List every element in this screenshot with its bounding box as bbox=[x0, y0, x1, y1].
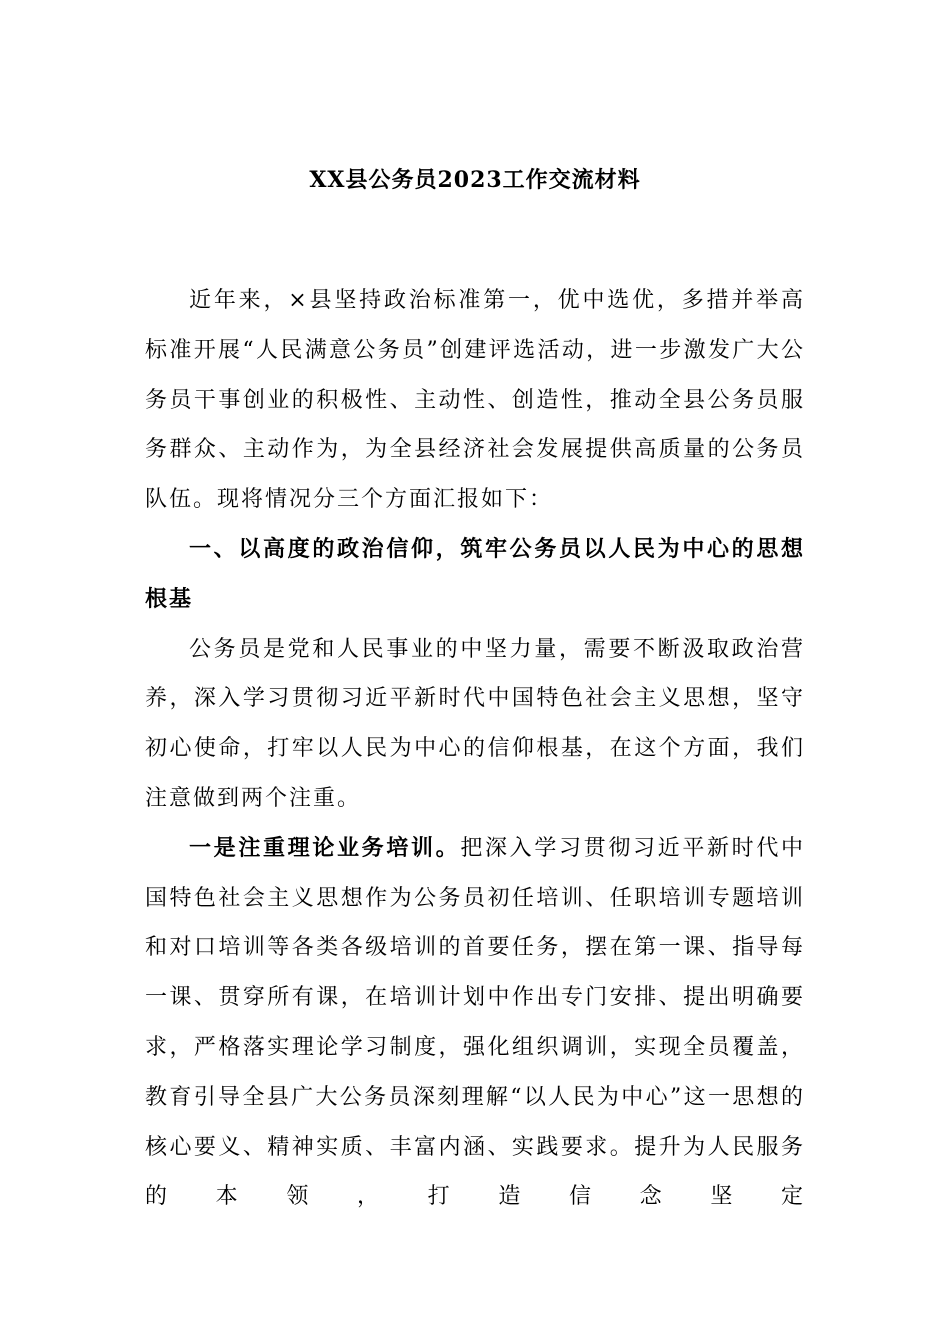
document-title: XX县公务员2023工作交流材料 bbox=[309, 167, 641, 193]
section-1-paragraph: 公务员是党和人民事业的中坚力量，需要不断汲取政治营养，深入学习贯彻习近平新时代中国特色社会主义思想，坚守初心使命，打牢以人民为中心的信仰根基，在这个方面，我们注意做到两个注重。 bbox=[145, 636, 805, 811]
point-1-text: 把深入学习贯彻习近平新时代中国特色社会主义思想作为公务员初任培训、任职培训专题培训和对口培训等各类各级培训的首要任务，摆在第一课、指导每一课、贯穿所有课，在培训计划中作出专门安排、提出明确要求，严格落实理论学习制度，强化组织调训，实现全员覆盖，教育引导全县广大公务员深刻理解“以人民为中心”这一思想的核心要义、精神实质、丰富内涵、实践要求。提升为人民服务的本领，打造信念坚定 bbox=[145, 835, 805, 1210]
point-1-lead: 一是注重理论业务培训。 bbox=[189, 834, 461, 861]
document-body bbox=[145, 276, 805, 1222]
intro-paragraph: 近年来，×县坚持政治标准第一，优中选优，多措并举高标准开展“人民满意公务员”创建评选活动，进一步激发广大公务员干事创业的积极性、主动性、创造性，推动全县公务员服务群众、主动作为，为全县经济社会发展提供高质量的公务员队伍。现将情况分三个方面汇报如下： bbox=[145, 288, 805, 513]
section-1-point-1-paragraph bbox=[145, 824, 805, 1222]
document-page bbox=[145, 0, 805, 1344]
section-heading-1: 一、以高度的政治信仰，筑牢公务员以人民为中心的思想根基 bbox=[145, 535, 805, 612]
